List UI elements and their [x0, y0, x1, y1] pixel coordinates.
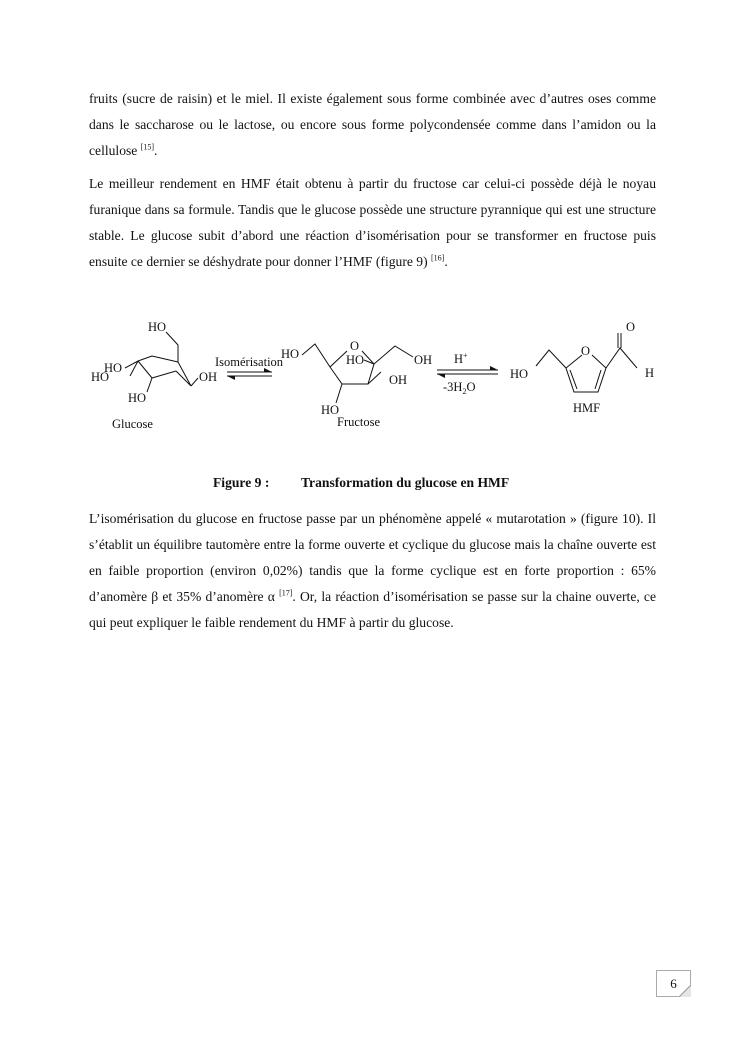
reference-17: [17] [279, 588, 293, 598]
glucose-ring-bonds [138, 356, 191, 386]
water-loss-pre: -3H [443, 380, 463, 394]
reverse-arrow-2-head [437, 374, 445, 378]
fructose-oh-lower: OH [389, 373, 408, 387]
water-loss-post: O [466, 380, 476, 394]
hmf-label: HMF [573, 401, 601, 415]
acid-h: H [454, 352, 464, 366]
figure-caption-label: Figure 9 : [213, 475, 270, 490]
fructose-structure [281, 339, 432, 429]
glucose-ho-bottom: HO [128, 391, 147, 405]
paragraph-3-end: . Or, la réaction d’isomérisation se passe sur la chaine ouverte, ce qui peut expliquer le faible rendement du HMF à partir du glucose. [89, 589, 656, 630]
fructose-ho-bottom: HO [321, 403, 340, 417]
hmf-ho: HO [510, 367, 529, 381]
paragraph-1 [89, 86, 656, 164]
hmf-aldehyde-h: H [645, 366, 655, 380]
glucose-label: Glucose [112, 417, 153, 431]
paragraph-3-text: L’isomérisation du glucose en fructose passe par un phénomène appelé « mutarotation » (figure 10). Il s’établit un équilibre tautomère entre la forme ouverte et cyclique du glucose mais la chaîne ouverte est en faible proportion (environ 0,02%) tandis que la forme cyclique est en forte proportion : 65% d’anomère β et 35% d’anomère α [89, 511, 656, 604]
isomerisation-label: Isomérisation [215, 355, 284, 369]
forward-arrow-2-head [490, 366, 498, 370]
paragraph-1-end: . [154, 143, 158, 158]
paragraph-1-text: fruits (sucre de raisin) et le miel. Il existe également sous forme combinée avec d’autres oses comme dans le saccharose ou le lactose, ou encore sous forme polycondensée comme dans l’amidon ou la cellulose [89, 91, 656, 158]
page-curl-icon [678, 984, 691, 997]
glucose-ho-left: HO [91, 370, 110, 384]
hmf-ring-oxygen: O [581, 344, 591, 358]
dehydration-equilibrium-arrow [437, 351, 498, 396]
fructose-label: Fructose [337, 415, 381, 429]
reference-15: [15] [140, 142, 155, 152]
isomerisation-equilibrium-arrow [215, 355, 284, 380]
reverse-arrow-head [227, 376, 235, 380]
glucose-substituent-bonds [125, 332, 198, 392]
reaction-scheme-figure [0, 312, 745, 447]
reference-16: [16] [431, 253, 445, 263]
glucose-structure [91, 320, 217, 431]
water-loss-label [443, 380, 475, 396]
acid-catalyst-label [454, 351, 468, 366]
paragraph-2-end: . [444, 254, 448, 269]
glucose-ho-top: HO [148, 320, 167, 334]
figure-caption-text: Transformation du glucose en HMF [301, 475, 510, 490]
paragraph-2-text: Le meilleur rendement en HMF était obtenu à partir du fructose car celui-ci possède déjà le noyau furanique dans sa formule. Tandis que le glucose possède une structure pyrannique qui est une structure stable. Le glucose subit d’abord une réaction d’isomérisation pour se transformer en fructose puis ensuite ce dernier se déshydrate pour donner l’HMF (figure 9) [89, 176, 656, 269]
hmf-carbonyl-oxygen: O [626, 320, 636, 334]
hmf-structure [510, 320, 654, 415]
paragraph-2 [89, 171, 656, 275]
acid-plus: + [463, 351, 468, 360]
fructose-ring-oxygen: O [350, 339, 360, 353]
hmf-double-bonds [570, 370, 601, 389]
fructose-oh-right: OH [414, 353, 433, 367]
fructose-ho-left: HO [281, 347, 300, 361]
paragraph-3 [89, 506, 656, 636]
glucose-ho-ring: HO [104, 361, 123, 375]
glucose-oh-right: OH [199, 370, 218, 384]
page-number: 6 [656, 970, 691, 997]
fructose-ho-inner: HO [346, 353, 365, 367]
water-loss-sub: 2 [462, 387, 467, 396]
